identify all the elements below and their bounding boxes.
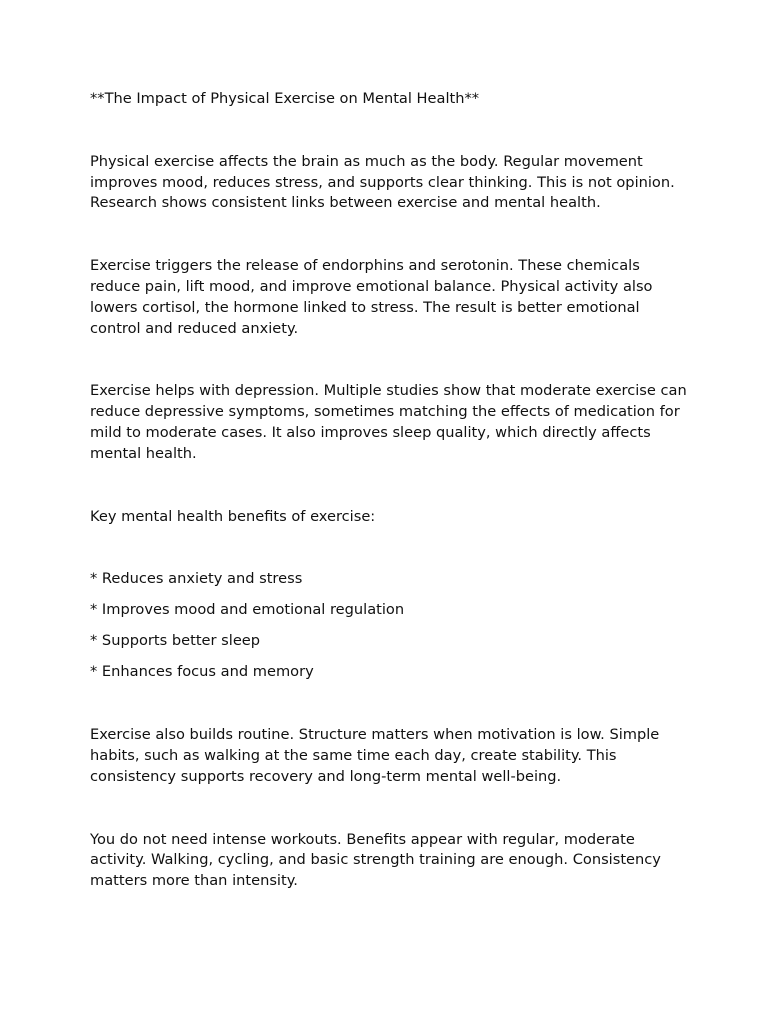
- paragraph-moderate-activity: You do not need intense workouts. Benefits appear with regular, moderate activity. Walking, cycling, and basic strength training are enough. Consistency matters more than intensity.: [90, 830, 661, 890]
- paragraph-depression: Exercise helps with depression. Multiple studies show that moderate exercise can reduce depressive symptoms, sometimes matching the effects of medication for mild to moderate cases. It also improves sleep quality, which directly affects mental health.: [90, 382, 687, 462]
- benefits-list: [90, 569, 690, 683]
- benefits-heading: Key mental health benefits of exercise:: [90, 507, 376, 525]
- list-item: * Enhances focus and memory: [90, 663, 314, 681]
- list-item: * Reduces anxiety and stress: [90, 570, 303, 588]
- paragraph-chemicals: Exercise triggers the release of endorphins and serotonin. These chemicals reduce pain, lift mood, and improve emotional balance. Physical activity also lowers cortisol, the hormone linked to stress. The result is better emotional control and reduced anxiety.: [90, 257, 653, 337]
- paragraph-routine: Exercise also builds routine. Structure matters when motivation is low. Simple habits, such as walking at the same time each day, create stability. This consistency supports recovery and long-term mental well-being.: [90, 726, 660, 785]
- list-item: * Improves mood and emotional regulation: [90, 601, 405, 619]
- document-title: **The Impact of Physical Exercise on Mental Health**: [90, 90, 480, 107]
- document-page: [90, 89, 690, 934]
- paragraph-intro: Physical exercise affects the brain as much as the body. Regular movement improves mood, reduces stress, and supports clear thinking. This is not opinion. Research shows consistent links between exercise and mental health.: [90, 152, 675, 212]
- list-item: * Supports better sleep: [90, 632, 261, 650]
